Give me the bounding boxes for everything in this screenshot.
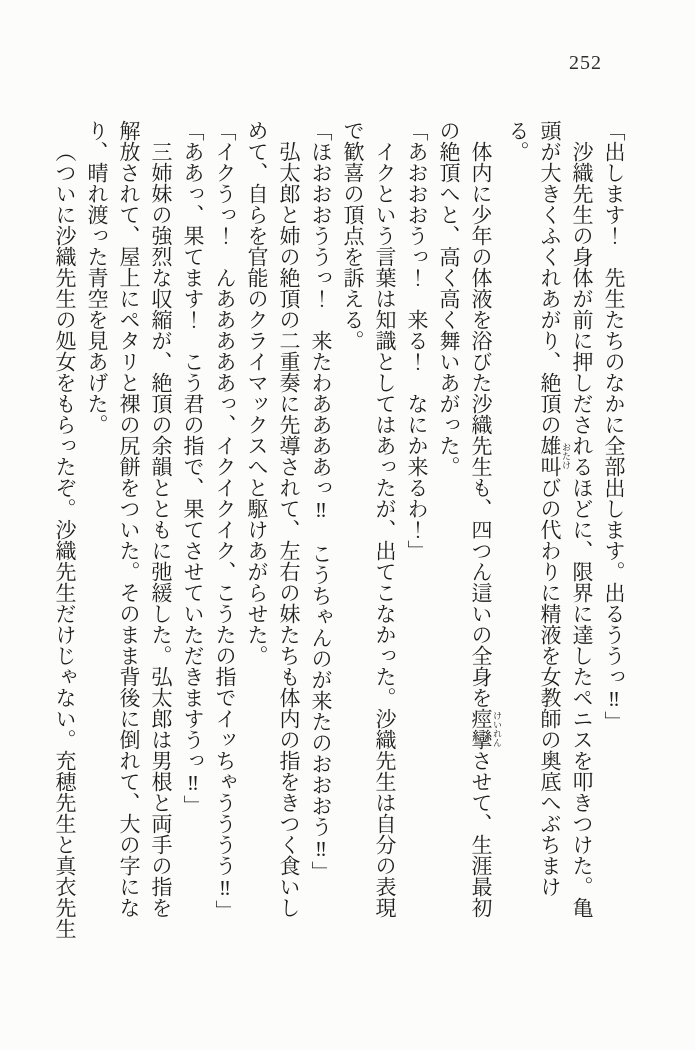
furigana-ruby: 痙攣 けいれん (469, 708, 502, 750)
paragraph: 「あおおおうっ！ 来る！ なにか来るわ！」 (405, 120, 429, 561)
paragraph: 「イクうっ！ んあああああっ、イクイクイク、こうたの指でイッちゃうううう‼」 (213, 120, 237, 921)
paragraph: 「ほおおおううっ！ 来たわああああっ‼ こうちゃんのが来たのおおおう‼」 (309, 120, 333, 882)
paragraph: 「出します！ 先生たちのなかに全部出します。出るううっ‼」 (602, 120, 626, 732)
paragraph: （ついに沙織先生の処女をもらったぞ。沙織先生だけじゃない。充穂先生と真衣先生 (53, 141, 77, 939)
page-text (53, 120, 630, 939)
paragraph: 「ああっ、果てます！ こう君の指で、果てさせていただきますうっ‼」 (181, 120, 205, 816)
paragraph: イクという言葉は知識としてはあったが、出てこなかった。沙織先生は自分の表現で歓喜の頂点を訴える。 (341, 120, 397, 918)
paragraph: 弘太郎と姉の絶頂の二重奏に先導されて、左右の妹たちも体内の指をきつく食いしめて、自らを官能のクライマックスへと駆けあがらせた。 (245, 120, 301, 918)
paragraph: 三姉妹の強烈な収縮が、絶頂の余韻とともに弛緩した。弘太郎は男根と両手の指を解放されて、屋上にペタリと裸の尻餅をついた。そのまま背後に倒れて、大の字になり、晴れ渡った青空を見あげた。 (85, 120, 173, 918)
paragraph: 体内に少年の体液を浴びた沙織先生も、四つん這いの全身を痙攣 けいれんさせて、生涯最初の絶頂へと、高く高く舞いあがった。 (437, 120, 502, 918)
page-number: 252 (569, 52, 602, 74)
furigana-ruby: 雄叫 おたけ (538, 435, 571, 477)
paragraph: 沙織先生の身体が前に押しだされるほどに、限界に達したペニスを叩きつけた。亀頭が大きくふくれあがり、絶頂の雄叫 おたけびの代わりに精液を女教師の奥底へぶちまける。 (506, 120, 594, 918)
